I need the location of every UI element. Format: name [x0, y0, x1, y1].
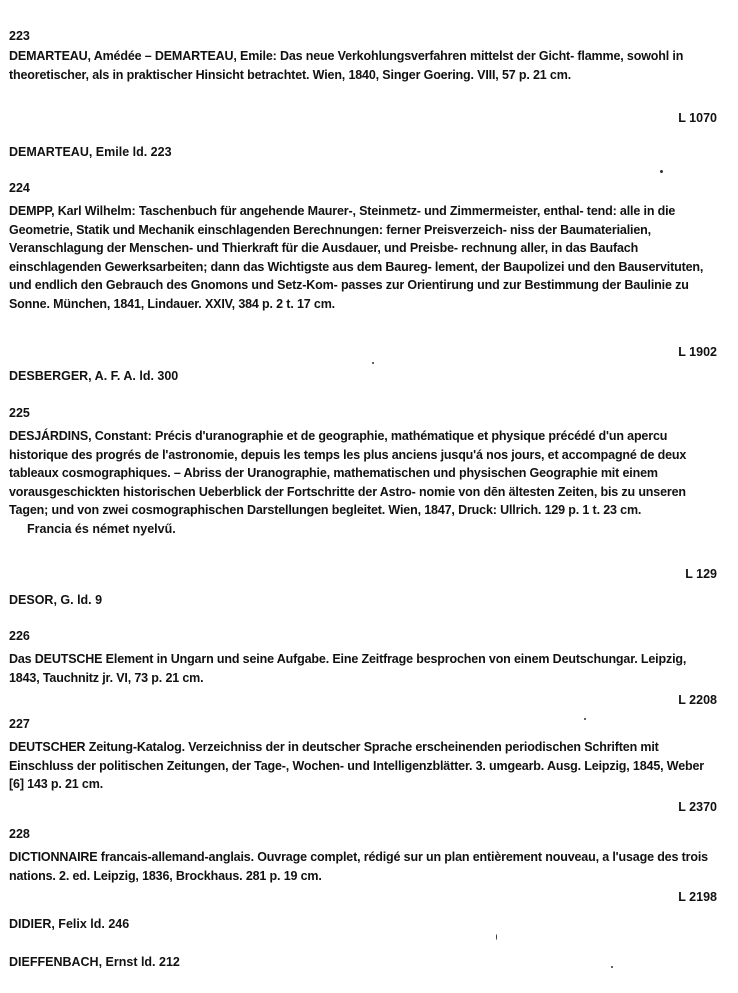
scan-speck: [660, 170, 663, 173]
entry-signature: L 2208: [678, 693, 717, 707]
entry-number: 228: [9, 827, 30, 841]
scan-speck: [372, 362, 374, 364]
entry-signature: L 2198: [678, 890, 717, 904]
entry-number: 226: [9, 629, 30, 643]
entry-text: DICTIONNAIRE francais-allemand-anglais. Ouvrage complet, rédigé sur un plan entièrement nouveau, a l'usage des trois nations. 2. ed. Leipzig, 1836, Brockhaus. 281 p. 19 cm.: [9, 850, 708, 883]
entry-text: Das DEUTSCHE Element in Ungarn und seine Aufgabe. Eine Zeitfrage besprochen von einem Deutschungar. Leipzig, 1843, Tauchnitz jr. VI, 73 p. 21 cm.: [9, 652, 687, 685]
catalog-entry: [9, 180, 717, 314]
entry-signature: L 1902: [678, 345, 717, 359]
catalog-entry: [9, 826, 717, 885]
entry-signature: L 129: [685, 567, 717, 581]
catalog-entry: [9, 405, 717, 538]
scan-speck: [584, 718, 586, 720]
entry-text: DEMARTEAU, Amédée – DEMARTEAU, Emile: Das neue Verkohlungsverfahren mittelst der Gicht- flamme, sowohl in theoretischer, als in praktischer Hinsicht betrachtet. Wien, 1840, Singer Goering. VIII, 57 p. 21 cm.: [9, 49, 684, 82]
cross-reference: DIDIER, Felix ld. 246: [9, 917, 130, 931]
catalog-entry: [9, 716, 717, 794]
entry-text: DEMPP, Karl Wilhelm: Taschenbuch für angehende Maurer-, Steinmetz- und Zimmermeister, enthal- tend: alle in die Geometrie, Statik und Mechanik einschlagenden Berechnungen: ferner Preisverzeich- niss der Baumaterialien, Veranschlagung der Menschen- und Thierkraft für die Ausdauer, und Preisbe- rechnung aller, in das Baufach einschlagenden Gewerksarbeiten; dann das Wichtigste aus dem Baureg- lement, der Baupolizei und den Bauservituten, und endlich den Gebrauch des Gnomons und Setz-Kom- passes zur Orientirung und zur Bestimmung der Baulinie zu Sonne. München, 1841, Lindauer. XXIV, 384 p. 2 t. 17 cm.: [9, 204, 704, 311]
entry-number: 225: [9, 406, 30, 420]
cross-reference: DIEFFENBACH, Ernst ld. 212: [9, 955, 180, 969]
entry-number: 227: [9, 717, 30, 731]
cross-reference: DESBERGER, A. F. A. ld. 300: [9, 369, 179, 383]
entry-signature: L 2370: [678, 800, 717, 814]
scan-speck: [611, 966, 613, 968]
cross-reference: DEMARTEAU, Emile ld. 223: [9, 145, 172, 159]
cross-reference: DESOR, G. ld. 9: [9, 593, 103, 607]
catalog-entry: [9, 28, 717, 84]
entry-text: DEUTSCHER Zeitung-Katalog. Verzeichniss der in deutscher Sprache erscheinenden periodischen Schriften mit Einschluss der politischen Zeitungen, der Tage-, Wochen- und Intelligenzblätter. 3. umgearb. Ausg. Leipzig, 1845, Weber [6] 143 p. 21 cm.: [9, 740, 705, 792]
entry-signature: L 1070: [678, 111, 717, 125]
catalog-entry: [9, 628, 717, 687]
entry-note: Francia és német nyelvű.: [27, 521, 176, 536]
entry-text: DESJÁRDINS, Constant: Précis d'uranographie et de geographie, mathématique et physique précédé d'un apercu historique des progrés de l'astronomie, depuis les temps les plus anciens jusqu'á nos jours, et accompagné de deux tableaux cosmographiques. – Abriss der Uranographie, mathematischen und physischen Geographie mit einem vorausgeschickten historischen Ueberblick der Fortschritte der Astro- nomie von dēn ältesten Zeiten, bis zu unseren Tagen; und von zwei cosmographischen Darstellungen begleitet. Wien, 1847, Druck: Ullrich. 129 p. 1 t. 23 cm.: [9, 429, 687, 518]
entry-number: 223: [9, 29, 30, 43]
scan-speck: [496, 934, 497, 940]
entry-number: 224: [9, 181, 30, 195]
